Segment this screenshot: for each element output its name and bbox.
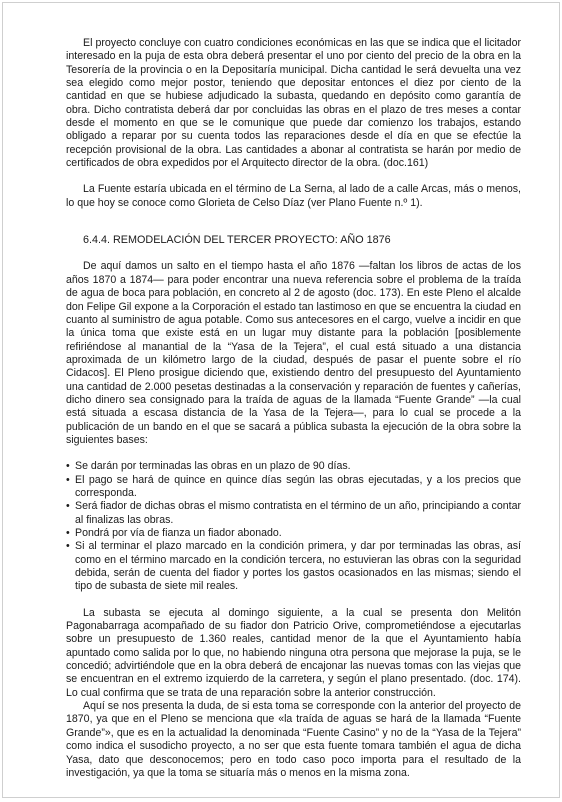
bullet-icon: • (66, 500, 70, 513)
spacer (66, 247, 521, 260)
list-item-text: Si al terminar el plazo marcado en la condición primera, y dar por terminadas las obras, así como en el término marcado en la condición tercera, no estuvieran las obras con la seguridad debida, serán de cuenta del fiador y portes los gastos ocasionados en las mismas; siendo el tipo de subasta de siete mil reales. (75, 540, 521, 593)
section-heading: 6.4.4. REMODELACIÓN DEL TERCER PROYECTO: AÑO 1876 (83, 234, 391, 247)
list-item (66, 540, 521, 593)
paragraph-doubt: Aquí se nos presenta la duda, de si esta toma se corresponde con la anterior del proyecto de 1870, ya que en el Pleno se menciona que «la traída de aguas se hará de la llamada “Fuente Grande”», que es en la actualidad la denominada “Fuente Casino” y no de la “Yasa de la Tejera” como indica el susodicho proyecto, a no ser que esta fuente tomara también el agua de dicha Yasa, dato que desconocemos; pero en todo caso poco importa para el resultado de la investigación, ya que la toma se situaría más o menos en la misma zona. (66, 700, 521, 779)
list-item-text: Será fiador de dichas obras el mismo contratista en el término de un año, principiando a contar al finalizas las obras. (75, 500, 521, 526)
document-page (2, 2, 560, 798)
paragraph-auction-result: La subasta se ejecuta al domingo siguiente, a la cual se presenta don Melitón Pagonabarraga acompañado de su fiador don Patricio Orive, comprometiéndose a ejecutarlas sobre un presupuesto de 1.360 reales, cantidad menor de la que el Ayuntamiento había apuntado como salida por lo que, no habiendo ninguna otra persona que mejorase la puja, se le concedió; advirtiéndole que en la obra deberá de encajonar las nuevas tomas con las viejas que se encuentran en el extremo izquierdo de la carretera, y según el plano presentado. (doc. 174). Lo cual confirma que se trata de una reparación sobre la anterior construcción. (66, 606, 521, 699)
page-body (66, 37, 521, 780)
bullet-icon: • (66, 527, 70, 539)
list-item (66, 474, 521, 501)
list-item (66, 527, 521, 540)
list-item-text: Pondrá por vía de fianza un fiador abonado. (75, 527, 282, 539)
paragraph-1876-plenary: De aquí damos un salto en el tiempo hasta el año 1876 —faltan los libros de actas de los años 1870 a 1874— para poder encontrar una nueva referencia sobre el problema de la traída de agua de boca para población, en concreto al 2 de agosto (doc. 173). En este Pleno el alcalde don Felipe Gil expone a la Corporación el estado tan lastimoso en que se encuentra la ciudad en cuanto al suministro de agua potable. Como sus antecesores en el cargo, vuelve a incidir en que la única toma que existe está en un lugar muy distante para la población [posiblemente refiriéndose al manantial de la “Yasa de la Tejera”, el cual está situado a una distancia aproximada de un kilómetro largo de la ciudad, después de pasar el puente sobre el río Cidacos]. El Pleno prosigue diciendo que, existiendo dentro del presupuesto del Ayuntamiento una cantidad de 2.000 pesetas destinadas a la conservación y reparación de fuentes y cañerías, dicho dinero sea consignado para la traída de aguas de la llamada “Fuente Grande” —la cual está situada a escasa distancia de la Yasa de la Tejera—, para lo cual se procede a la publicación de un bando en el que se sacará a pública subasta la ejecución de la obra sobre la siguientes bases: (66, 260, 521, 446)
list-item (66, 500, 521, 527)
bullet-icon: • (66, 473, 70, 486)
paragraph-economic-conditions: El proyecto concluye con cuatro condiciones económicas en las que se indica que el licitador interesado en la puja de esta obra deberá presentar el uno por ciento del precio de la obra en la Tesorería de la provincia o en la Depositaría municipal. Dicha cantidad le será devuelta una vez sea elegido como mejor postor, teniendo que depositar entonces el diez por ciento de la cantidad en que se hubiese adjudicado la subasta, quedando en depósito como garantía de obra. Dicho contratista deberá dar por concluidas las obras en el plazo de tres meses a contar desde el momento en que se le comunique que puede dar comienzo los trabajos, estando obligado a reparar por su cuenta todos las reparaciones desde el día en que se efectúe la recepción provisional de la obra. Las cantidades a abonar al contratista se harán por medio de certificados de obra expedidos por el Arquitecto director de la obra. (doc.161) (66, 37, 521, 170)
auction-bases-list (66, 460, 521, 593)
spacer (66, 594, 521, 607)
bullet-icon: • (66, 540, 70, 553)
list-item-text: El pago se hará de quince en quince días según las obras ejecutadas, y a los precios que corresponda. (75, 473, 521, 499)
list-item (66, 460, 521, 473)
spacer (66, 447, 521, 460)
list-item-text: Se darán por terminadas las obras en un plazo de 90 días. (75, 460, 351, 473)
bullet-icon: • (66, 460, 70, 473)
paragraph-fountain-location: La Fuente estaría ubicada en el término de La Serna, al lado de a calle Arcas, más o menos, lo que hoy se conoce como Glorieta de Celso Díaz (ver Plano Fuente n.º 1). (66, 183, 521, 209)
spacer (66, 170, 521, 183)
spacer (66, 210, 521, 234)
